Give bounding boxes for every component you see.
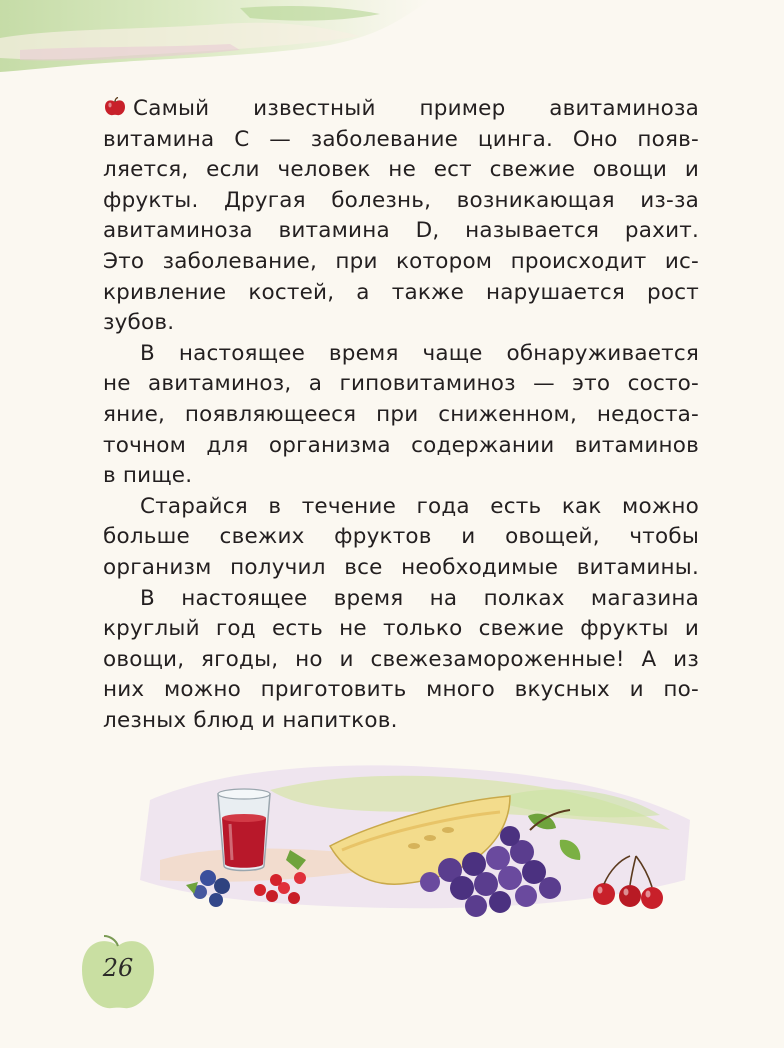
paragraph-1 <box>103 94 699 308</box>
text-line: Старайся в течение года есть как можно <box>140 493 699 519</box>
text-line: В настоящее время на полках магазина <box>140 585 699 611</box>
paragraph-2 <box>103 339 699 461</box>
paragraph-4 <box>103 584 699 706</box>
text-line: Самый известный пример авитаминоза <box>133 96 699 121</box>
text-line: яние, появляющееся при сниженном, недоста- <box>103 401 699 427</box>
paragraph-3 <box>103 492 699 584</box>
apple-icon <box>103 97 127 117</box>
text-line: круглый год есть не только свежие фрукты и <box>103 616 699 642</box>
text-line: ляется, если человек не ест свежие овощи и <box>103 157 699 183</box>
fruit-illustration <box>130 760 690 930</box>
article-text <box>103 94 699 736</box>
text-line: не авитаминоз, а гиповитаминоз — это состо- <box>103 371 699 397</box>
text-line: лезных блюд и напитков. <box>103 707 398 733</box>
text-line: больше свежих фруктов и овощей, чтобы <box>103 524 699 550</box>
text-line: авитаминоза витамина D, называется рахит. <box>103 218 699 244</box>
paragraph-4-end <box>103 706 699 737</box>
paragraph-2-end <box>103 461 699 492</box>
text-line: витамина С — заболевание цинга. Оно появ- <box>103 126 699 152</box>
text-line: в пище. <box>103 463 193 489</box>
text-line: них можно приготовить много вкусных и по- <box>103 677 699 703</box>
text-line: кривление костей, а также нарушается рост <box>103 279 699 305</box>
top-watercolor-decoration <box>0 0 784 90</box>
text-line: В настоящее время чаще обнаруживается <box>140 340 699 366</box>
text-line: фрукты. Другая болезнь, возникающая из-за <box>103 187 699 213</box>
text-line: Это заболевание, при котором происходит ис- <box>103 248 699 274</box>
text-line: овощи, ягоды, но и свежезамороженные! А из <box>103 646 699 672</box>
text-line: организм получил все необходимые витамины. <box>103 554 699 580</box>
paragraph-1-end <box>103 308 699 339</box>
text-line: зубов. <box>103 310 175 336</box>
page-number: 26 <box>102 954 134 982</box>
text-line: точном для организма содержании витаминов <box>103 432 699 458</box>
juice-glass <box>218 789 270 871</box>
